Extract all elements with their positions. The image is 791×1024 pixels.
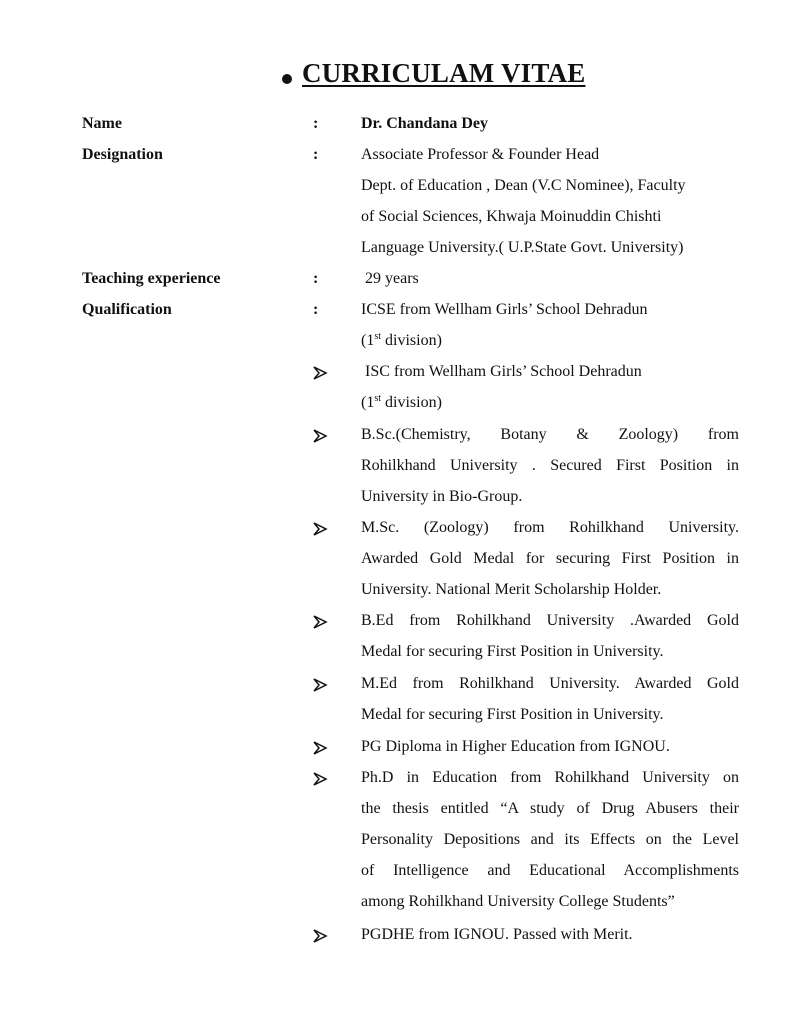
designation-line: Dept. of Education , Dean (V.C Nominee), Faculty xyxy=(361,177,686,194)
qualification-item: M.Sc. (Zoology) from Rohilkhand University. xyxy=(361,519,739,536)
document-header xyxy=(0,58,791,98)
name-value: Dr. Chandana Dey xyxy=(361,115,488,132)
arrowhead-bullet-icon xyxy=(312,771,328,787)
qualification-colon: : xyxy=(313,301,319,318)
qualification-item: Medal for securing First Position in University. xyxy=(361,643,664,660)
arrowhead-bullet-icon xyxy=(312,740,328,756)
designation-label: Designation xyxy=(82,146,163,163)
experience-value: 29 years xyxy=(365,270,419,287)
qualification-item: University in Bio-Group. xyxy=(361,488,523,505)
qualification-item: M.Ed from Rohilkhand University. Awarded Gold xyxy=(361,675,739,692)
qualification-label: Qualification xyxy=(82,301,172,318)
qualification-icse: ICSE from Wellham Girls’ School Dehradun xyxy=(361,301,648,318)
bullet-dot-icon xyxy=(282,74,292,84)
experience-colon: : xyxy=(313,270,319,287)
document-title: CURRICULAM VITAE xyxy=(302,58,586,88)
name-colon: : xyxy=(313,115,319,132)
qualification-item-division: (1st division) xyxy=(361,393,442,411)
qualification-item: PGDHE from IGNOU. Passed with Merit. xyxy=(361,926,633,943)
qualification-item: Medal for securing First Position in University. xyxy=(361,706,664,723)
qualification-item: Ph.D in Education from Rohilkhand University on xyxy=(361,769,739,786)
qualification-item: ISC from Wellham Girls’ School Dehradun xyxy=(365,363,642,380)
qualification-item: Personality Depositions and its Effects on the Level xyxy=(361,831,739,848)
designation-line: Language University.( U.P.State Govt. University) xyxy=(361,239,684,256)
arrowhead-bullet-icon xyxy=(312,365,328,381)
qualification-item: among Rohilkhand University College Students” xyxy=(361,893,675,910)
qualification-icse-division: (1st division) xyxy=(361,331,442,349)
qualification-item: PG Diploma in Higher Education from IGNOU. xyxy=(361,738,670,755)
qualification-item: Rohilkhand University . Secured First Position in xyxy=(361,457,739,474)
qualification-item: Awarded Gold Medal for securing First Position in xyxy=(361,550,739,567)
name-label: Name xyxy=(82,115,122,132)
arrowhead-bullet-icon xyxy=(312,677,328,693)
qualification-item: B.Ed from Rohilkhand University .Awarded Gold xyxy=(361,612,739,629)
qualification-item: the thesis entitled “A study of Drug Abusers their xyxy=(361,800,739,817)
designation-line: of Social Sciences, Khwaja Moinuddin Chishti xyxy=(361,208,662,225)
experience-label: Teaching experience xyxy=(82,270,221,287)
arrowhead-bullet-icon xyxy=(312,521,328,537)
qualification-item: B.Sc.(Chemistry, Botany & Zoology) from xyxy=(361,426,739,443)
qualification-item: of Intelligence and Educational Accomplishments xyxy=(361,862,739,879)
designation-colon: : xyxy=(313,146,319,163)
designation-line: Associate Professor & Founder Head xyxy=(361,146,600,163)
qualification-item: University. National Merit Scholarship Holder. xyxy=(361,581,662,598)
arrowhead-bullet-icon xyxy=(312,428,328,444)
arrowhead-bullet-icon xyxy=(312,614,328,630)
arrowhead-bullet-icon xyxy=(312,928,328,944)
